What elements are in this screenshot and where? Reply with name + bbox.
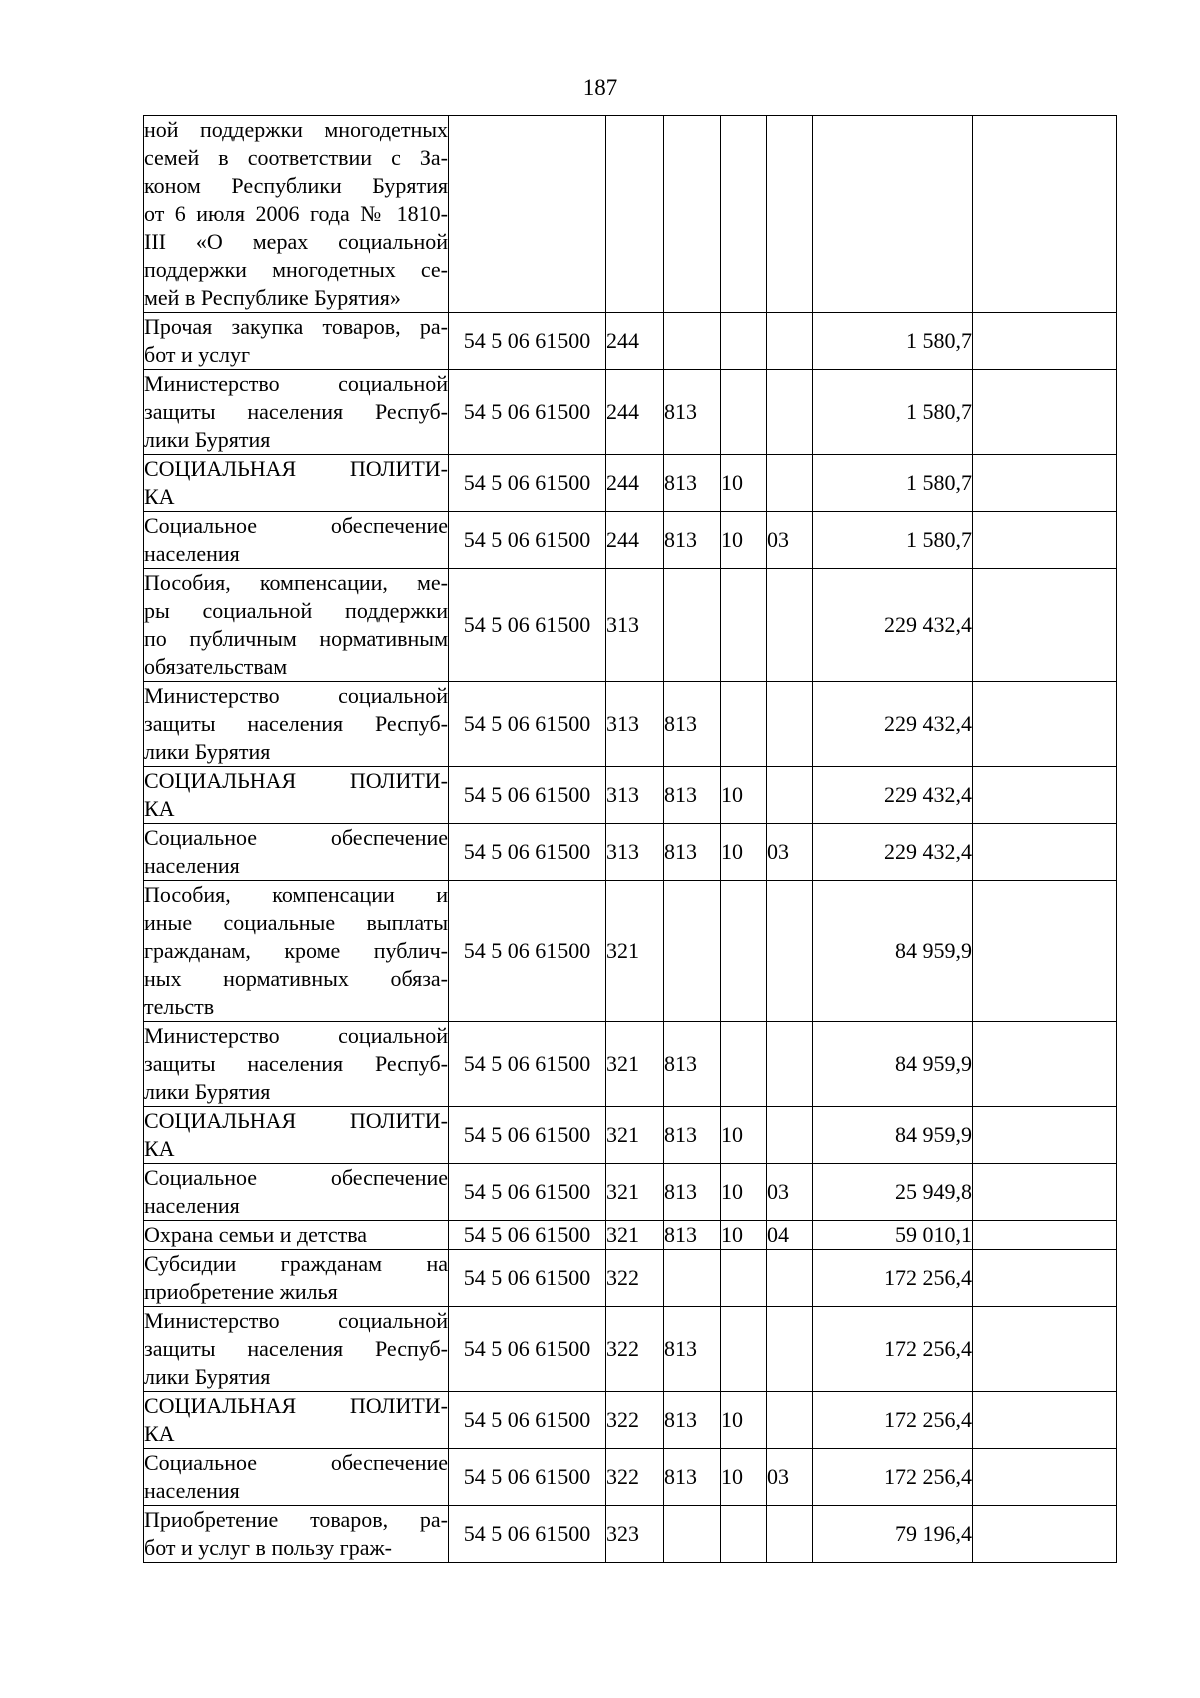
- empty-column-cell: [973, 824, 1117, 881]
- empty-column-cell: [973, 881, 1117, 1022]
- administrator-code-cell: 813: [664, 512, 721, 569]
- empty-column-cell: [973, 512, 1117, 569]
- item-name-line: СОЦИАЛЬНАЯ ПОЛИТИ-: [144, 456, 448, 481]
- subsection-code-cell: 03: [767, 824, 813, 881]
- subsection-code-cell: [767, 313, 813, 370]
- empty-column-cell: [973, 1107, 1117, 1164]
- amount-cell: 172 256,4: [813, 1307, 973, 1392]
- table-row: [144, 1307, 1117, 1392]
- table-row: [144, 1506, 1117, 1563]
- item-name-line: тельств: [144, 994, 215, 1019]
- item-name-cell: [144, 1392, 449, 1449]
- administrator-code-cell: 813: [664, 1107, 721, 1164]
- section-code-cell: 10: [721, 824, 767, 881]
- administrator-code-cell: [664, 1506, 721, 1563]
- section-code-cell: 10: [721, 512, 767, 569]
- item-name-line: по публичным нормативным: [144, 626, 448, 651]
- item-name-line: ных нормативных обяза-: [144, 966, 448, 991]
- item-name-line: III «О мерах социальной: [144, 229, 448, 254]
- target-article-cell: [449, 116, 606, 313]
- amount-cell: 84 959,9: [813, 1107, 973, 1164]
- section-code-cell: 10: [721, 1107, 767, 1164]
- item-name-line: Министерство социальной: [144, 683, 448, 708]
- empty-column-cell: [973, 1449, 1117, 1506]
- item-name-cell: [144, 313, 449, 370]
- section-code-cell: [721, 682, 767, 767]
- amount-cell: 1 580,7: [813, 313, 973, 370]
- table-row: [144, 370, 1117, 455]
- empty-column-cell: [973, 767, 1117, 824]
- section-code-cell: [721, 1250, 767, 1307]
- subsection-code-cell: [767, 370, 813, 455]
- amount-cell: 229 432,4: [813, 569, 973, 682]
- administrator-code-cell: 813: [664, 1221, 721, 1250]
- expense-type-cell: 321: [606, 881, 664, 1022]
- item-name-line: защиты населения Респуб-: [144, 1336, 448, 1361]
- expense-type-cell: 322: [606, 1307, 664, 1392]
- administrator-code-cell: 813: [664, 1392, 721, 1449]
- item-name-line: Министерство социальной: [144, 1308, 448, 1333]
- table-row: [144, 1449, 1117, 1506]
- table-row: [144, 824, 1117, 881]
- expense-type-cell: 244: [606, 455, 664, 512]
- amount-cell: 1 580,7: [813, 455, 973, 512]
- amount-cell: 1 580,7: [813, 370, 973, 455]
- item-name-cell: [144, 512, 449, 569]
- section-code-cell: [721, 1022, 767, 1107]
- expense-type-cell: 323: [606, 1506, 664, 1563]
- item-name-line: населения: [144, 853, 240, 878]
- item-name-line: населения: [144, 541, 240, 566]
- section-code-cell: [721, 370, 767, 455]
- item-name-line: от 6 июля 2006 года № 1810-: [144, 201, 448, 226]
- item-name-line: Прочая закупка товаров, ра-: [144, 314, 448, 339]
- target-article-cell: 54 5 06 61500: [449, 682, 606, 767]
- item-name-line: поддержки многодетных се-: [144, 257, 448, 282]
- target-article-cell: 54 5 06 61500: [449, 1107, 606, 1164]
- subsection-code-cell: 04: [767, 1221, 813, 1250]
- item-name-line: Министерство социальной: [144, 371, 448, 396]
- item-name-cell: [144, 1022, 449, 1107]
- administrator-code-cell: 813: [664, 682, 721, 767]
- item-name-line: Социальное обеспечение: [144, 1450, 448, 1475]
- item-name-line: КА: [144, 1421, 175, 1446]
- amount-cell: 1 580,7: [813, 512, 973, 569]
- table-row: [144, 1392, 1117, 1449]
- expense-type-cell: 322: [606, 1392, 664, 1449]
- section-code-cell: 10: [721, 1392, 767, 1449]
- amount-cell: 25 949,8: [813, 1164, 973, 1221]
- empty-column-cell: [973, 569, 1117, 682]
- item-name-cell: [144, 569, 449, 682]
- table-row: [144, 881, 1117, 1022]
- target-article-cell: 54 5 06 61500: [449, 1506, 606, 1563]
- item-name-cell: [144, 1250, 449, 1307]
- expense-type-cell: 321: [606, 1221, 664, 1250]
- expense-type-cell: 321: [606, 1022, 664, 1107]
- item-name-cell: [144, 767, 449, 824]
- amount-cell: 79 196,4: [813, 1506, 973, 1563]
- target-article-cell: 54 5 06 61500: [449, 881, 606, 1022]
- empty-column-cell: [973, 682, 1117, 767]
- expense-type-cell: 322: [606, 1250, 664, 1307]
- target-article-cell: 54 5 06 61500: [449, 313, 606, 370]
- item-name-line: Социальное обеспечение: [144, 513, 448, 538]
- item-name-line: СОЦИАЛЬНАЯ ПОЛИТИ-: [144, 768, 448, 793]
- amount-cell: [813, 116, 973, 313]
- expense-type-cell: 313: [606, 569, 664, 682]
- item-name-line: Охрана семьи и детства: [144, 1222, 368, 1247]
- target-article-cell: 54 5 06 61500: [449, 1022, 606, 1107]
- item-name-line: СОЦИАЛЬНАЯ ПОЛИТИ-: [144, 1108, 448, 1133]
- item-name-line: КА: [144, 796, 175, 821]
- item-name-line: КА: [144, 484, 175, 509]
- amount-cell: 59 010,1: [813, 1221, 973, 1250]
- item-name-line: бот и услуг в пользу граж-: [144, 1535, 392, 1560]
- amount-cell: 229 432,4: [813, 767, 973, 824]
- section-code-cell: [721, 1506, 767, 1563]
- section-code-cell: 10: [721, 1449, 767, 1506]
- subsection-code-cell: [767, 116, 813, 313]
- item-name-cell: [144, 1506, 449, 1563]
- section-code-cell: 10: [721, 767, 767, 824]
- item-name-cell: [144, 116, 449, 313]
- table-row: [144, 1221, 1117, 1250]
- administrator-code-cell: 813: [664, 824, 721, 881]
- table-row: [144, 455, 1117, 512]
- administrator-code-cell: 813: [664, 1022, 721, 1107]
- table-row: [144, 569, 1117, 682]
- item-name-line: коном Республики Бурятия: [144, 173, 448, 198]
- empty-column-cell: [973, 1307, 1117, 1392]
- amount-cell: 229 432,4: [813, 682, 973, 767]
- expense-type-cell: 321: [606, 1164, 664, 1221]
- target-article-cell: 54 5 06 61500: [449, 512, 606, 569]
- page-number: 187: [582, 75, 618, 100]
- administrator-code-cell: [664, 116, 721, 313]
- administrator-code-cell: 813: [664, 1164, 721, 1221]
- item-name-cell: [144, 1307, 449, 1392]
- item-name-cell: [144, 682, 449, 767]
- table-row: [144, 1022, 1117, 1107]
- target-article-cell: 54 5 06 61500: [449, 370, 606, 455]
- empty-column-cell: [973, 370, 1117, 455]
- section-code-cell: [721, 569, 767, 682]
- subsection-code-cell: [767, 1107, 813, 1164]
- item-name-cell: [144, 370, 449, 455]
- empty-column-cell: [973, 116, 1117, 313]
- item-name-line: ры социальной поддержки: [144, 598, 448, 623]
- expense-type-cell: 244: [606, 313, 664, 370]
- target-article-cell: 54 5 06 61500: [449, 1164, 606, 1221]
- table-row: [144, 1107, 1117, 1164]
- item-name-line: иные социальные выплаты: [144, 910, 448, 935]
- target-article-cell: 54 5 06 61500: [449, 1221, 606, 1250]
- administrator-code-cell: 813: [664, 767, 721, 824]
- amount-cell: 172 256,4: [813, 1449, 973, 1506]
- subsection-code-cell: 03: [767, 1164, 813, 1221]
- subsection-code-cell: [767, 1506, 813, 1563]
- administrator-code-cell: 813: [664, 1449, 721, 1506]
- expense-type-cell: 313: [606, 682, 664, 767]
- empty-column-cell: [973, 455, 1117, 512]
- table-row: [144, 512, 1117, 569]
- amount-cell: 172 256,4: [813, 1392, 973, 1449]
- item-name-line: Субсидии гражданам на: [144, 1251, 448, 1276]
- item-name-line: обязательствам: [144, 654, 288, 679]
- subsection-code-cell: 03: [767, 1449, 813, 1506]
- section-code-cell: [721, 313, 767, 370]
- table-row: [144, 767, 1117, 824]
- section-code-cell: 10: [721, 1221, 767, 1250]
- item-name-line: Социальное обеспечение: [144, 825, 448, 850]
- item-name-line: защиты населения Респуб-: [144, 399, 448, 424]
- item-name-line: ной поддержки многодетных: [144, 117, 448, 142]
- expense-type-cell: 313: [606, 824, 664, 881]
- amount-cell: 172 256,4: [813, 1250, 973, 1307]
- item-name-cell: [144, 1107, 449, 1164]
- item-name-line: защиты населения Респуб-: [144, 711, 448, 736]
- item-name-line: мей в Республике Бурятия»: [144, 285, 401, 310]
- item-name-line: лики Бурятия: [144, 427, 271, 452]
- item-name-line: защиты населения Респуб-: [144, 1051, 448, 1076]
- expense-type-cell: 313: [606, 767, 664, 824]
- item-name-cell: [144, 1449, 449, 1506]
- item-name-line: КА: [144, 1136, 175, 1161]
- empty-column-cell: [973, 1221, 1117, 1250]
- section-code-cell: 10: [721, 455, 767, 512]
- target-article-cell: 54 5 06 61500: [449, 767, 606, 824]
- administrator-code-cell: [664, 313, 721, 370]
- item-name-line: гражданам, кроме публич-: [144, 938, 448, 963]
- section-code-cell: 10: [721, 1164, 767, 1221]
- administrator-code-cell: 813: [664, 455, 721, 512]
- subsection-code-cell: [767, 767, 813, 824]
- empty-column-cell: [973, 1392, 1117, 1449]
- table-row: [144, 1164, 1117, 1221]
- subsection-code-cell: [767, 1250, 813, 1307]
- empty-column-cell: [973, 1022, 1117, 1107]
- section-code-cell: [721, 1307, 767, 1392]
- item-name-line: Пособия, компенсации и: [144, 882, 448, 907]
- empty-column-cell: [973, 1250, 1117, 1307]
- target-article-cell: 54 5 06 61500: [449, 1250, 606, 1307]
- subsection-code-cell: 03: [767, 512, 813, 569]
- subsection-code-cell: [767, 682, 813, 767]
- item-name-line: приобретение жилья: [144, 1279, 338, 1304]
- item-name-line: лики Бурятия: [144, 739, 271, 764]
- item-name-line: населения: [144, 1478, 240, 1503]
- item-name-cell: [144, 1164, 449, 1221]
- item-name-line: Приобретение товаров, ра-: [144, 1507, 448, 1532]
- item-name-line: лики Бурятия: [144, 1364, 271, 1389]
- target-article-cell: 54 5 06 61500: [449, 824, 606, 881]
- target-article-cell: 54 5 06 61500: [449, 1449, 606, 1506]
- amount-cell: 84 959,9: [813, 881, 973, 1022]
- table-row: [144, 116, 1117, 313]
- item-name-cell: [144, 1221, 449, 1250]
- item-name-line: Пособия, компенсации, ме-: [144, 570, 448, 595]
- item-name-line: семей в соответствии с За-: [144, 145, 448, 170]
- table-body: [144, 116, 1117, 1563]
- item-name-line: лики Бурятия: [144, 1079, 271, 1104]
- item-name-line: Министерство социальной: [144, 1023, 448, 1048]
- administrator-code-cell: [664, 881, 721, 1022]
- item-name-line: населения: [144, 1193, 240, 1218]
- item-name-cell: [144, 455, 449, 512]
- expense-type-cell: 322: [606, 1449, 664, 1506]
- subsection-code-cell: [767, 881, 813, 1022]
- table-row: [144, 313, 1117, 370]
- administrator-code-cell: 813: [664, 1307, 721, 1392]
- amount-cell: 84 959,9: [813, 1022, 973, 1107]
- expense-type-cell: [606, 116, 664, 313]
- item-name-cell: [144, 824, 449, 881]
- expense-type-cell: 321: [606, 1107, 664, 1164]
- table-row: [144, 1250, 1117, 1307]
- item-name-line: СОЦИАЛЬНАЯ ПОЛИТИ-: [144, 1393, 448, 1418]
- section-code-cell: [721, 116, 767, 313]
- subsection-code-cell: [767, 1392, 813, 1449]
- target-article-cell: 54 5 06 61500: [449, 455, 606, 512]
- empty-column-cell: [973, 1164, 1117, 1221]
- budget-table: [143, 115, 1117, 1563]
- item-name-cell: [144, 881, 449, 1022]
- administrator-code-cell: 813: [664, 370, 721, 455]
- expense-type-cell: 244: [606, 512, 664, 569]
- administrator-code-cell: [664, 569, 721, 682]
- item-name-line: бот и услуг: [144, 342, 251, 367]
- administrator-code-cell: [664, 1250, 721, 1307]
- table-row: [144, 682, 1117, 767]
- section-code-cell: [721, 881, 767, 1022]
- item-name-line: Социальное обеспечение: [144, 1165, 448, 1190]
- target-article-cell: 54 5 06 61500: [449, 569, 606, 682]
- subsection-code-cell: [767, 455, 813, 512]
- target-article-cell: 54 5 06 61500: [449, 1307, 606, 1392]
- subsection-code-cell: [767, 569, 813, 682]
- target-article-cell: 54 5 06 61500: [449, 1392, 606, 1449]
- empty-column-cell: [973, 313, 1117, 370]
- subsection-code-cell: [767, 1307, 813, 1392]
- expense-type-cell: 244: [606, 370, 664, 455]
- subsection-code-cell: [767, 1022, 813, 1107]
- amount-cell: 229 432,4: [813, 824, 973, 881]
- empty-column-cell: [973, 1506, 1117, 1563]
